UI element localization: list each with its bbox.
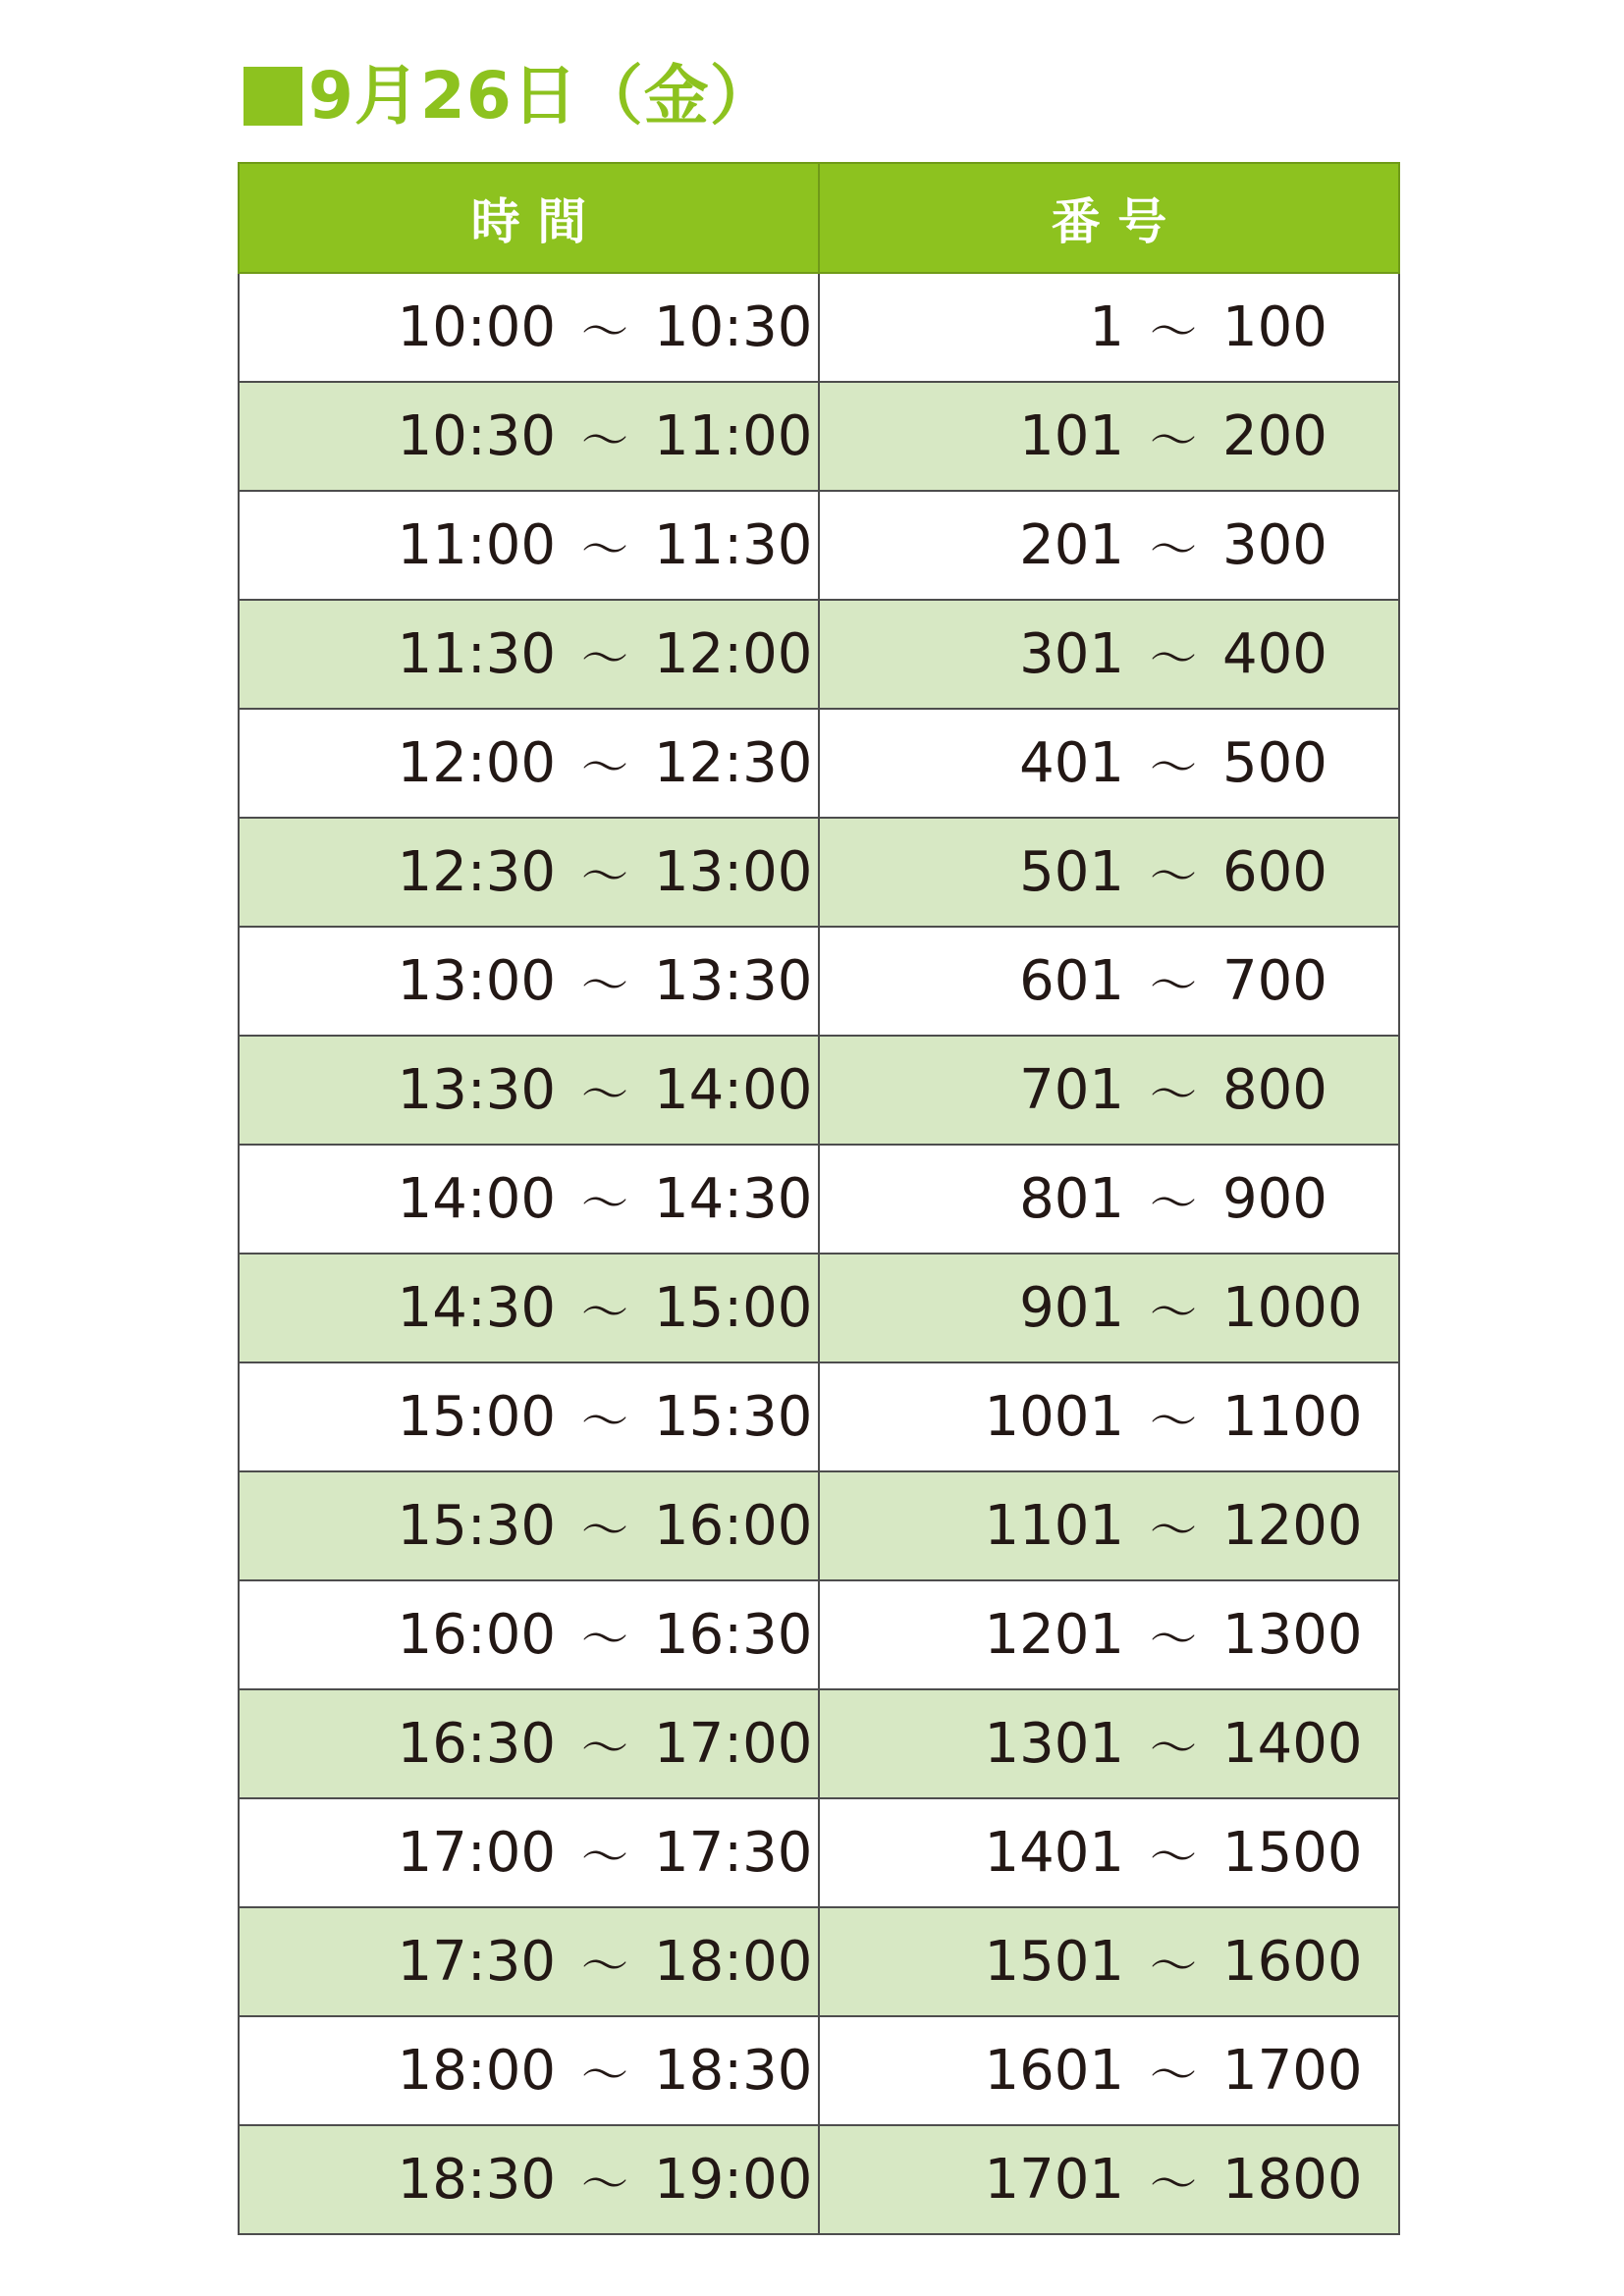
number-start: 701 (1019, 1058, 1124, 1122)
number-start: 1301 (984, 1712, 1124, 1776)
number-cell (819, 1689, 1399, 1798)
time-cell (239, 818, 819, 927)
range-separator: ～ (580, 2048, 628, 2103)
header-time-char-2: 間 (537, 193, 587, 250)
table-row (239, 2125, 1399, 2234)
table-row (239, 818, 1399, 927)
table-row (239, 491, 1399, 600)
range-separator: ～ (580, 1721, 628, 1776)
time-cell (239, 1689, 819, 1798)
time-cell (239, 1798, 819, 1907)
time-cell (239, 1471, 819, 1580)
time-start: 17:00 (397, 1821, 556, 1885)
time-end: 13:30 (654, 949, 813, 1013)
table-row (239, 1145, 1399, 1254)
range-separator: ～ (1149, 304, 1197, 359)
header-number (819, 163, 1399, 273)
time-cell (239, 491, 819, 600)
title-date: 9月26日（金） (308, 58, 776, 133)
time-end: 13:00 (654, 840, 813, 904)
number-cell (819, 1580, 1399, 1689)
number-end: 1300 (1222, 1603, 1363, 1667)
time-cell (239, 1907, 819, 2016)
number-end: 1100 (1222, 1385, 1363, 1449)
number-start: 201 (1019, 513, 1124, 577)
table-row (239, 1362, 1399, 1471)
number-start: 1001 (984, 1385, 1124, 1449)
number-cell (819, 382, 1399, 491)
number-cell (819, 1036, 1399, 1145)
number-start: 1601 (984, 2039, 1124, 2103)
table-row (239, 1471, 1399, 1580)
time-start: 10:00 (397, 295, 556, 359)
number-start: 1201 (984, 1603, 1124, 1667)
table-row (239, 382, 1399, 491)
number-start: 1701 (984, 2148, 1124, 2212)
number-end: 1700 (1222, 2039, 1363, 2103)
time-end: 12:30 (654, 731, 813, 795)
number-cell (819, 1907, 1399, 2016)
number-cell (819, 1798, 1399, 1907)
time-start: 11:30 (397, 622, 556, 686)
range-separator: ～ (580, 958, 628, 1013)
number-start: 401 (1019, 731, 1124, 795)
number-end: 1600 (1222, 1930, 1363, 1994)
range-separator: ～ (580, 1285, 628, 1340)
table-body (239, 273, 1399, 2234)
range-separator: ～ (1149, 1939, 1197, 1994)
time-end: 10:30 (654, 295, 813, 359)
number-end: 500 (1222, 731, 1327, 795)
range-separator: ～ (580, 1394, 628, 1449)
time-end: 14:30 (654, 1167, 813, 1231)
number-start: 501 (1019, 840, 1124, 904)
number-cell (819, 600, 1399, 709)
range-separator: ～ (1149, 1394, 1197, 1449)
number-end: 1800 (1222, 2148, 1363, 2212)
number-start: 101 (1019, 404, 1124, 468)
page-title (244, 57, 776, 135)
time-start: 15:30 (397, 1494, 556, 1558)
number-cell (819, 818, 1399, 927)
table-row (239, 709, 1399, 818)
header-time (239, 163, 819, 273)
number-start: 1401 (984, 1821, 1124, 1885)
time-cell (239, 1145, 819, 1254)
time-cell (239, 709, 819, 818)
time-start: 15:00 (397, 1385, 556, 1449)
time-start: 13:30 (397, 1058, 556, 1122)
time-start: 12:30 (397, 840, 556, 904)
time-start: 10:30 (397, 404, 556, 468)
range-separator: ～ (1149, 958, 1197, 1013)
number-cell (819, 1471, 1399, 1580)
time-cell (239, 382, 819, 491)
range-separator: ～ (580, 413, 628, 468)
time-start: 18:30 (397, 2148, 556, 2212)
number-end: 1200 (1222, 1494, 1363, 1558)
time-cell (239, 2125, 819, 2234)
time-end: 19:00 (654, 2148, 813, 2212)
range-separator: ～ (1149, 1067, 1197, 1122)
time-start: 11:00 (397, 513, 556, 577)
range-separator: ～ (1149, 1612, 1197, 1667)
table-row (239, 273, 1399, 382)
title-square-icon (244, 67, 302, 126)
number-end: 400 (1222, 622, 1327, 686)
number-end: 600 (1222, 840, 1327, 904)
time-end: 18:30 (654, 2039, 813, 2103)
range-separator: ～ (1149, 1830, 1197, 1885)
header-time-char-1: 時 (470, 193, 520, 250)
number-end: 300 (1222, 513, 1327, 577)
table-row (239, 1689, 1399, 1798)
number-end: 1500 (1222, 1821, 1363, 1885)
range-separator: ～ (580, 740, 628, 795)
range-separator: ～ (1149, 1721, 1197, 1776)
number-cell (819, 2125, 1399, 2234)
table-header-row (239, 163, 1399, 273)
time-cell (239, 1254, 819, 1362)
range-separator: ～ (1149, 522, 1197, 577)
number-end: 1400 (1222, 1712, 1363, 1776)
time-end: 16:30 (654, 1603, 813, 1667)
time-cell (239, 1036, 819, 1145)
schedule-table (238, 162, 1400, 2235)
number-end: 900 (1222, 1167, 1327, 1231)
range-separator: ～ (1149, 2048, 1197, 2103)
time-end: 11:30 (654, 513, 813, 577)
range-separator: ～ (1149, 1176, 1197, 1231)
range-separator: ～ (1149, 740, 1197, 795)
number-end: 200 (1222, 404, 1327, 468)
number-cell (819, 927, 1399, 1036)
table-row (239, 1907, 1399, 2016)
header-number-char-1: 番 (1051, 193, 1101, 250)
time-start: 14:30 (397, 1276, 556, 1340)
table-row (239, 1798, 1399, 1907)
range-separator: ～ (1149, 1503, 1197, 1558)
range-separator: ～ (1149, 849, 1197, 904)
time-start: 18:00 (397, 2039, 556, 2103)
number-start: 1101 (984, 1494, 1124, 1558)
range-separator: ～ (1149, 1285, 1197, 1340)
range-separator: ～ (1149, 631, 1197, 686)
range-separator: ～ (580, 849, 628, 904)
time-start: 16:30 (397, 1712, 556, 1776)
time-end: 11:00 (654, 404, 813, 468)
number-cell (819, 1145, 1399, 1254)
time-start: 12:00 (397, 731, 556, 795)
time-end: 12:00 (654, 622, 813, 686)
number-start: 601 (1019, 949, 1124, 1013)
range-separator: ～ (580, 1939, 628, 1994)
time-cell (239, 600, 819, 709)
range-separator: ～ (1149, 2157, 1197, 2212)
time-start: 16:00 (397, 1603, 556, 1667)
time-start: 13:00 (397, 949, 556, 1013)
number-end: 1000 (1222, 1276, 1363, 1340)
time-cell (239, 1580, 819, 1689)
time-cell (239, 927, 819, 1036)
table-row (239, 927, 1399, 1036)
table-row (239, 2016, 1399, 2125)
number-start: 1501 (984, 1930, 1124, 1994)
number-start: 301 (1019, 622, 1124, 686)
time-cell (239, 2016, 819, 2125)
time-end: 16:00 (654, 1494, 813, 1558)
number-cell (819, 1362, 1399, 1471)
number-start: 1 (1089, 295, 1124, 359)
time-cell (239, 1362, 819, 1471)
table-row (239, 1254, 1399, 1362)
number-cell (819, 491, 1399, 600)
number-start: 801 (1019, 1167, 1124, 1231)
range-separator: ～ (1149, 413, 1197, 468)
time-end: 14:00 (654, 1058, 813, 1122)
header-number-char-2: 号 (1117, 193, 1167, 250)
number-end: 800 (1222, 1058, 1327, 1122)
time-end: 17:00 (654, 1712, 813, 1776)
range-separator: ～ (580, 304, 628, 359)
time-start: 14:00 (397, 1167, 556, 1231)
range-separator: ～ (580, 2157, 628, 2212)
time-end: 15:00 (654, 1276, 813, 1340)
number-end: 700 (1222, 949, 1327, 1013)
time-end: 17:30 (654, 1821, 813, 1885)
range-separator: ～ (580, 631, 628, 686)
table-row (239, 600, 1399, 709)
number-cell (819, 1254, 1399, 1362)
range-separator: ～ (580, 1176, 628, 1231)
table-row (239, 1580, 1399, 1689)
time-start: 17:30 (397, 1930, 556, 1994)
number-start: 901 (1019, 1276, 1124, 1340)
number-end: 100 (1222, 295, 1327, 359)
range-separator: ～ (580, 1612, 628, 1667)
range-separator: ～ (580, 1830, 628, 1885)
range-separator: ～ (580, 522, 628, 577)
number-cell (819, 709, 1399, 818)
table-row (239, 1036, 1399, 1145)
time-end: 18:00 (654, 1930, 813, 1994)
time-end: 15:30 (654, 1385, 813, 1449)
number-cell (819, 273, 1399, 382)
range-separator: ～ (580, 1503, 628, 1558)
number-cell (819, 2016, 1399, 2125)
time-cell (239, 273, 819, 382)
range-separator: ～ (580, 1067, 628, 1122)
